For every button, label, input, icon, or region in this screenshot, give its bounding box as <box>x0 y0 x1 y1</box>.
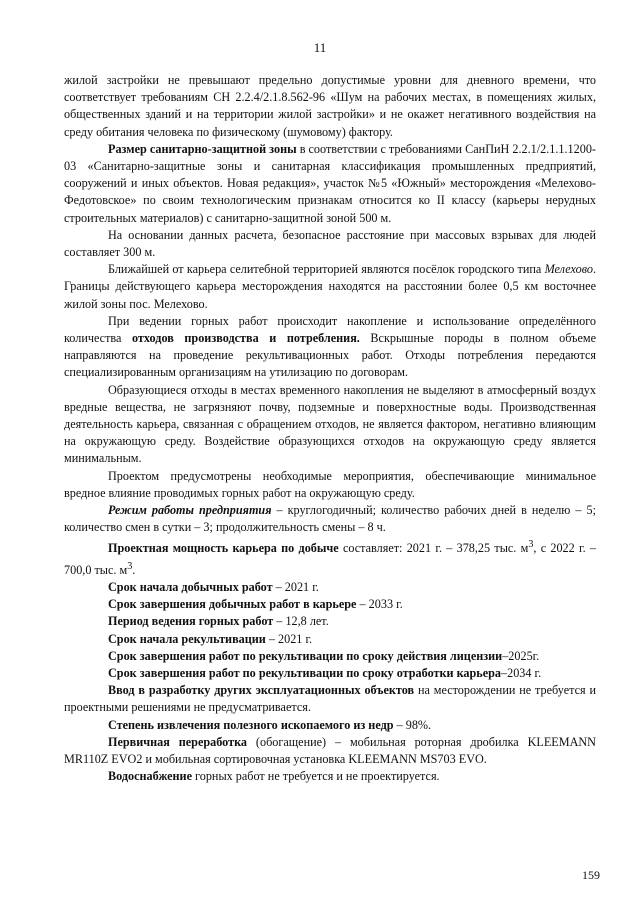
waste-label: отходов производства и потребления. <box>132 331 360 346</box>
page-number-bottom: 159 <box>582 868 600 882</box>
reclamation-license-end-label: Срок завершения работ по рекультивации по сроку действия лицензии <box>108 648 503 663</box>
capacity-sup-1: 3 <box>528 539 534 551</box>
waste-text-after: Вскрышные породы в полном объеме направляются на проведение рекультивационных работ. Отходы потребления передаются специализированным организациям на утилизацию по договорам. <box>64 331 597 380</box>
capacity-text-1: составляет: 2021 г. – 378,25 тыс. м <box>338 541 529 556</box>
extraction-rate-text: – 98%. <box>393 717 432 732</box>
reclamation-quarry-end-text: –2034 г. <box>501 666 542 681</box>
paragraph-reclamation-quarry-end <box>64 665 596 682</box>
paragraph-water-supply <box>64 768 596 785</box>
processing-text: (обогащение) – мобильная роторная дробилка KLEEMANN MR110Z EVO2 и мобильная сортировочная установка KLEEMANN MS703 EVO. <box>64 734 596 767</box>
reclamation-start-text: – 2021 г. <box>265 631 313 646</box>
paragraph-reclamation-start <box>64 631 596 648</box>
mining-period-label: Период ведения горных работ <box>108 614 274 629</box>
capacity-sup-2: 3 <box>127 560 133 572</box>
reclamation-quarry-end-label: Срок завершения работ по рекультивации по сроку отработки карьера <box>108 666 502 681</box>
other-objects-text: на месторождении не требуется и проектными решениями не предусматривается. <box>64 683 596 715</box>
document-body <box>64 72 596 785</box>
sanitary-zone-text: в соответствии с требованиями СанПиН 2.2.1/2.1.1.1200-03 «Санитарно-защитные зоны и санитарная классификация промышленных предприятий, сооружений и иных объектов. Новая редакция», участок №5 «Южный» месторождения «Мелехово-Федотовское» по своим технологическим признакам относится ко II классу (карьеры нерудных строительных материалов) с санитарно-защитной зоной 500 м. <box>64 141 596 225</box>
paragraph-extraction-rate <box>64 717 596 734</box>
page-number-top: 11 <box>313 40 327 55</box>
sanitary-zone-label: Размер санитарно-защитной зоны <box>108 141 297 156</box>
paragraph-mining-period <box>64 613 596 630</box>
paragraph-measures: Проектом предусмотрены необходимые мероприятия, обеспечивающие минимальное вредное влияние проводимых горных работ на окружающую среду. <box>64 468 596 500</box>
operating-mode-label: Режим работы предприятия <box>108 503 272 518</box>
paragraph-waste-impact: Образующиеся отходы в местах временного накопления не выделяют в атмосферный воздух вредные вещества, не загрязняют почву, подземные и поверхностные воды. Производственная деятельность карьера, связанная с обращением отходов, не является фактором, негативно влияющим на окружающую среду. Воздействие образующихся отходов на окружающую среду является минимальным. <box>64 382 596 466</box>
settlement-name: Мелехово <box>544 262 593 277</box>
paragraph-blast-distance: На основании данных расчета, безопасное расстояние при массовых взрывах для людей составляет 300 м. <box>64 227 596 260</box>
capacity-end: . <box>132 562 136 577</box>
mining-end-text: – 2033 г. <box>356 597 403 612</box>
paragraph-reclamation-license-end <box>64 648 596 665</box>
paragraph-mining-start <box>64 579 596 596</box>
water-supply-label: Водоснабжение <box>108 769 192 784</box>
paragraph-other-objects <box>64 682 596 716</box>
settlement-text-before: Ближайшей от карьера селитебной территорией являются посёлок городского типа <box>108 262 545 277</box>
paragraph-operating-mode <box>64 502 596 536</box>
operating-mode-text: – круглогодичный; количество рабочих дней в неделю – 5; количество смен в сутки – 3; продолжительность смены – 8 ч. <box>64 503 597 535</box>
reclamation-license-end-text: –2025г. <box>502 648 540 663</box>
mining-start-text: – 2021 г. <box>272 580 319 595</box>
mining-start-label: Срок начала добычных работ <box>108 580 273 595</box>
capacity-text-2: , с 2022 г. – 700,0 тыс. м <box>64 541 596 577</box>
paragraph-processing <box>64 734 596 768</box>
capacity-label: Проектная мощность карьера по добыче <box>108 541 339 556</box>
paragraph-nearest-settlement <box>64 261 596 313</box>
settlement-text-after: . Границы действующего карьера месторождения находятся на расстоянии более 0,5 км восточнее жилой зоны пос. Мелехово. <box>64 262 596 311</box>
paragraph-sanitary-zone <box>64 141 596 227</box>
waste-text-before: При ведении горных работ происходит накопление и использование определённого количества <box>64 313 596 346</box>
mining-end-label: Срок завершения добычных работ в карьере <box>108 597 357 612</box>
reclamation-start-label: Срок начала рекультивации <box>108 631 266 646</box>
processing-label: Первичная переработка <box>108 734 248 749</box>
paragraph-waste <box>64 313 596 382</box>
extraction-rate-label: Степень извлечения полезного ископаемого из недр <box>108 717 394 732</box>
other-objects-label: Ввод в разработку других эксплуатационных объектов <box>108 683 415 698</box>
water-supply-text: горных работ не требуется и не проектируется. <box>192 769 440 784</box>
paragraph-noise-conclusion: жилой застройки не превышают предельно допустимые уровни для дневного времени, что соответствует требованиям СН 2.2.4/2.1.8.562-96 «Шум на рабочих местах, в помещениях жилых, общественных зданий и на территории жилой застройки» и не окажет негативного воздействия на среду обитания человека по физическому (шумовому) фактору. <box>64 73 596 139</box>
paragraph-capacity <box>64 536 596 579</box>
mining-period-text: – 12,8 лет. <box>273 614 329 629</box>
paragraph-mining-end <box>64 596 596 613</box>
